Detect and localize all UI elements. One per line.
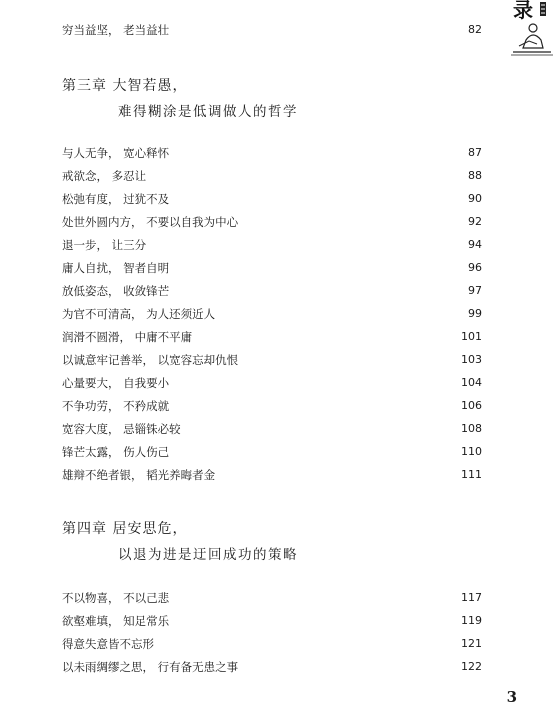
toc-entry-title: 欲壑难填， 知足常乐 [62, 614, 170, 628]
corner-decoration [493, 0, 555, 58]
toc-entry-page: 92 [468, 215, 482, 228]
toc-entry-page: 94 [468, 238, 482, 251]
toc-entry[interactable] [62, 259, 482, 277]
toc-entry[interactable] [62, 635, 482, 653]
toc-entry-title: 松弛有度， 过犹不及 [62, 192, 170, 206]
toc-entry-title: 雄辩不绝者银， 韬光养晦者金 [62, 468, 216, 482]
toc-entry-title: 退一步， 让三分 [62, 238, 147, 252]
toc-entry-page: 110 [461, 445, 482, 458]
toc-entry[interactable] [62, 21, 482, 39]
chapter-3-title: 第三章 大智若愚， [62, 78, 188, 94]
toc-entry-title: 不争功劳， 不矜成就 [62, 399, 170, 413]
toc-entry-title: 宽容大度， 忌锱铢必较 [62, 422, 181, 436]
toc-entry[interactable] [62, 397, 482, 415]
toc-entry[interactable] [62, 420, 482, 438]
toc-entry-page: 88 [468, 169, 482, 182]
toc-entry-page: 101 [461, 330, 482, 343]
toc-entry-title: 为官不可清高， 为人还须近人 [62, 307, 216, 321]
toc-entry[interactable] [62, 305, 482, 323]
toc-entry-page: 119 [461, 614, 482, 627]
toc-entry[interactable] [62, 167, 482, 185]
toc-entry-page: 121 [461, 637, 482, 650]
toc-entry-title: 庸人自扰， 智者自明 [62, 261, 170, 275]
chapter-3-subtitle: 难得糊涂是低调做人的哲学 [118, 104, 298, 120]
toc-entry[interactable] [62, 658, 482, 676]
toc-entry-title: 穷当益坚， 老当益壮 [62, 23, 170, 37]
toc-entry[interactable] [62, 144, 482, 162]
toc-entry-page: 99 [468, 307, 482, 320]
toc-entry-title: 不以物喜， 不以己悲 [62, 591, 170, 605]
toc-entry-title: 戒欲念， 多忍让 [62, 169, 147, 183]
toc-entry-page: 96 [468, 261, 482, 274]
toc-entry[interactable] [62, 190, 482, 208]
reading-scholar-icon [493, 0, 555, 58]
toc-entry[interactable] [62, 213, 482, 231]
toc-entry-title: 以未雨绸缪之思， 行有备无患之事 [62, 660, 239, 674]
toc-entry-page: 106 [461, 399, 482, 412]
toc-entry[interactable] [62, 236, 482, 254]
toc-entry-title: 得意失意皆不忘形 [62, 637, 154, 651]
page-number: 3 [506, 688, 517, 706]
toc-entry-page: 97 [468, 284, 482, 297]
toc-entry-page: 82 [468, 23, 482, 36]
toc-entry[interactable] [62, 589, 482, 607]
toc-entry-title: 锋芒太露， 伤人伤己 [62, 445, 170, 459]
chapter-4-title: 第四章 居安思危， [62, 521, 188, 537]
toc-entry-page: 90 [468, 192, 482, 205]
toc-entry-title: 放低姿态， 收敛锋芒 [62, 284, 170, 298]
toc-entry[interactable] [62, 443, 482, 461]
corner-glyph: 录 [513, 0, 533, 22]
toc-entry-page: 117 [461, 591, 482, 604]
toc-entry-title: 以诚意牢记善举， 以宽容忘却仇恨 [62, 353, 239, 367]
toc-entry-page: 104 [461, 376, 482, 389]
toc-entry-title: 处世外圆内方， 不要以自我为中心 [62, 215, 239, 229]
toc-entry[interactable] [62, 351, 482, 369]
chapter-4-subtitle: 以退为进是迂回成功的策略 [118, 547, 298, 563]
toc-entry-page: 111 [461, 468, 482, 481]
toc-entry[interactable] [62, 374, 482, 392]
toc-entry[interactable] [62, 328, 482, 346]
toc-entry[interactable] [62, 282, 482, 300]
toc-entry-page: 122 [461, 660, 482, 673]
toc-entry[interactable] [62, 612, 482, 630]
toc-entry[interactable] [62, 466, 482, 484]
toc-entry-page: 103 [461, 353, 482, 366]
toc-entry-title: 与人无争， 宽心释怀 [62, 146, 170, 160]
toc-entry-page: 87 [468, 146, 482, 159]
toc-entry-title: 润滑不圆滑， 中庸不平庸 [62, 330, 193, 344]
toc-entry-page: 108 [461, 422, 482, 435]
toc-entry-title: 心量要大， 自我要小 [62, 376, 170, 390]
